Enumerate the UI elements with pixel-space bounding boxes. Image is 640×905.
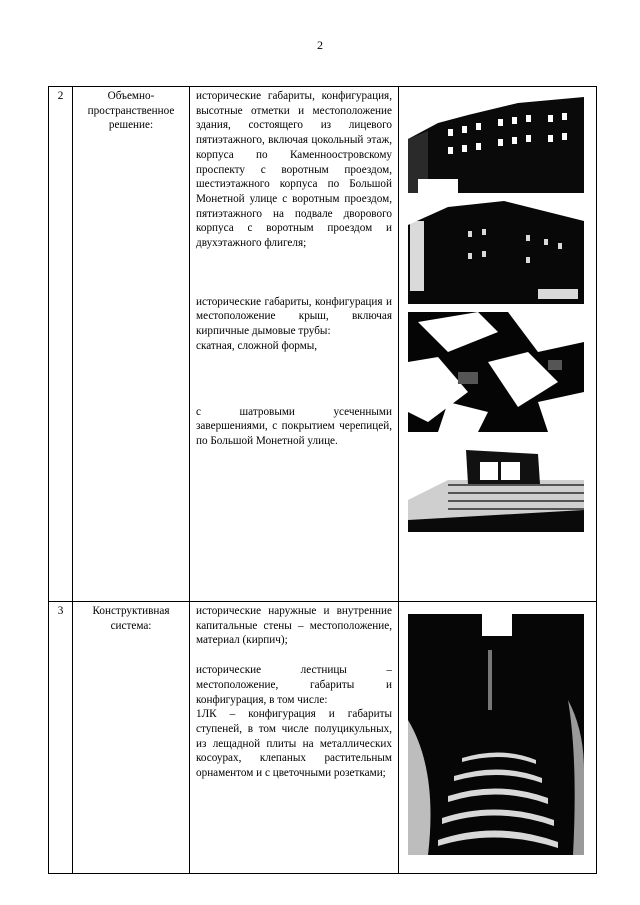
table-row <box>49 87 597 602</box>
row-description <box>190 87 399 602</box>
description-block: исторические габариты, конфигурация и местоположение крыш, включая кирпичные дымовые трубы: <box>196 295 392 338</box>
description-block: исторические наружные и внутренние капитальные стены – местоположение, материал (кирпич); <box>196 605 392 647</box>
building-corner-photo <box>408 201 584 304</box>
table-row <box>49 602 597 874</box>
row-photos <box>399 602 597 874</box>
description-block: с шатровыми усеченными завершениями, с покрытием черепицей, по Большой Монетной улице. <box>196 405 392 447</box>
dormer-window-photo <box>408 440 584 532</box>
staircase-photo <box>408 610 584 855</box>
row-description <box>190 602 399 874</box>
description-block: исторические лестницы – местоположение, габариты и конфигурация, в том числе: <box>196 664 392 706</box>
building-facade-photo <box>408 93 584 193</box>
description-block: скатная, сложной формы, <box>196 339 318 352</box>
description-block: 1ЛК – конфигурация и габариты ступеней, в том числе полуцикульных, из лещадной плиты на металлических косоурах, клепаных растительным орнаментом и с цветочными розетками; <box>196 708 392 780</box>
row-number: 2 <box>49 87 73 602</box>
description-block: исторические габариты, конфигурация, высотные отметки и местоположение здания, состоящего из лицевого пятиэтажного, включая цокольный этаж, корпуса по Каменноостровскому проспекту с воротным проездом, шестиэтажного корпуса по Большой Монетной улице с воротным проездом, пятиэтажного на подвале дворового корпуса с воротным проездом и двухэтажного флигеля; <box>196 90 392 250</box>
page-number: 2 <box>317 38 323 52</box>
protection-table <box>48 86 597 874</box>
roof-aerial-photo <box>408 312 584 432</box>
row-name: Конструктивная система: <box>73 602 190 874</box>
row-photos <box>399 87 597 602</box>
row-name: Объемно-пространственное решение: <box>73 87 190 602</box>
row-number: 3 <box>49 602 73 874</box>
